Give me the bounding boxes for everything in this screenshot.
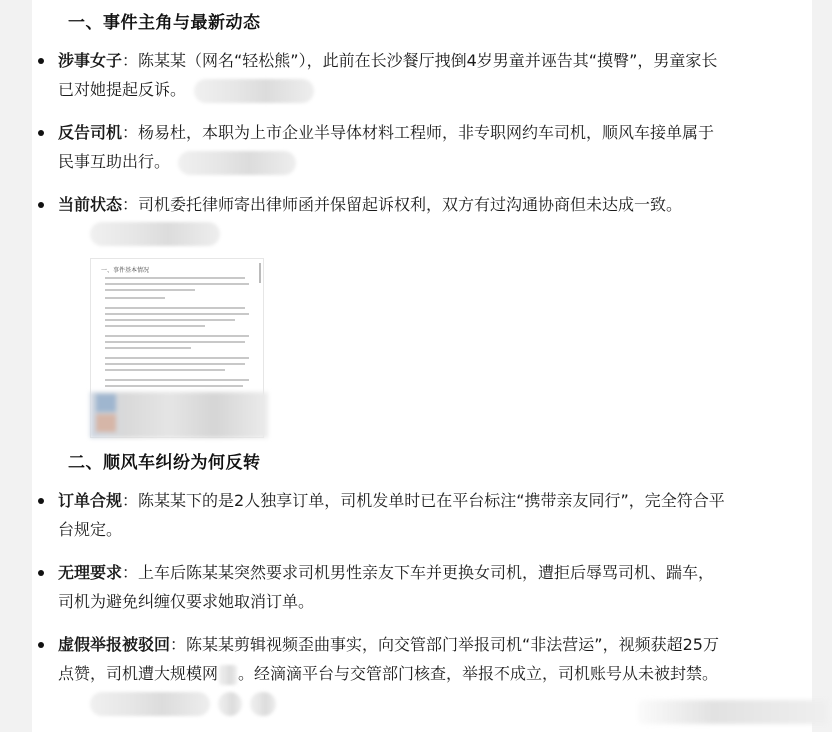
thumbnail-text-line bbox=[105, 369, 225, 371]
thumbnail-text-line bbox=[105, 335, 249, 337]
thumbnail-swatch bbox=[96, 414, 116, 432]
thumbnail-text-line bbox=[105, 347, 191, 349]
item-text-cont: 台规定。 bbox=[58, 520, 123, 539]
thumbnail-text-line bbox=[105, 313, 249, 315]
citation-row bbox=[90, 222, 220, 246]
bullet-icon bbox=[38, 202, 44, 208]
item-text-cont: 点赞，司机遭大规模网 bbox=[58, 664, 219, 683]
item-text: ：上车后陈某某突然要求司机男性亲友下车并更换女司机，遭拒后辱骂司机、踹车， bbox=[122, 563, 715, 582]
item-text: ：陈某某剪辑视频歪曲事实，向交管部门举报司机“非法营运”，视频获超25万 bbox=[170, 635, 719, 654]
item-term: 当前状态 bbox=[58, 195, 123, 214]
thumbnail-text-line bbox=[105, 341, 245, 343]
item-term: 虚假举报被驳回 bbox=[58, 635, 171, 654]
item-text-cont: 。经滴滴平台与交管部门核查，举报不成立，司机账号从未被封禁。 bbox=[238, 664, 719, 683]
bullet-icon bbox=[38, 642, 44, 648]
blurred-citation[interactable] bbox=[194, 79, 314, 103]
list-item bbox=[58, 118, 788, 176]
list-item bbox=[58, 46, 788, 104]
thumbnail-text-line bbox=[105, 325, 205, 327]
thumbnail-text-line bbox=[105, 319, 235, 321]
thumbnail-text-line bbox=[105, 307, 245, 309]
blurred-citation[interactable] bbox=[178, 151, 296, 175]
thumbnail-text-line bbox=[105, 283, 249, 285]
thumbnail-text-line bbox=[105, 385, 243, 387]
list-item bbox=[58, 486, 788, 544]
item-term: 涉事女子 bbox=[58, 51, 123, 70]
blurred-citation[interactable] bbox=[250, 692, 276, 716]
bullet-icon bbox=[38, 130, 44, 136]
item-term: 无理要求 bbox=[58, 563, 123, 582]
item-text: ：陈某某（网名“轻松熊”），此前在长沙餐厅拽倒4岁男童并诬告其“摸臀”，男童家长 bbox=[122, 51, 718, 70]
blurred-citation[interactable] bbox=[218, 692, 242, 716]
citation-row bbox=[90, 692, 276, 716]
item-term: 订单合规 bbox=[58, 491, 123, 510]
thumbnail-text-line bbox=[105, 297, 165, 299]
item-text-cont: 已对她提起反诉。 bbox=[58, 80, 187, 99]
item-text: ：杨易杜，本职为上市企业半导体材料工程师，非专职网约车司机，顺风车接单属于 bbox=[122, 123, 715, 142]
thumbnail-caption-blurred bbox=[90, 392, 268, 438]
thumbnail-text-line bbox=[105, 277, 245, 279]
page-margin bbox=[812, 0, 832, 732]
bullet-icon bbox=[38, 570, 44, 576]
item-text-cont: 民事互助出行。 bbox=[58, 152, 171, 171]
blurred-citation[interactable] bbox=[90, 692, 210, 716]
item-text: ：司机委托律师寄出律师函并保留起诉权利，双方有过沟通协商但未达成一致。 bbox=[122, 195, 683, 214]
thumbnail-swatch bbox=[96, 394, 116, 412]
section-heading-1: 一、事件主角与最新动态 bbox=[68, 13, 261, 33]
thumbnail-text-line bbox=[105, 363, 245, 365]
blurred-citation[interactable] bbox=[90, 222, 220, 246]
thumbnail-text-line bbox=[105, 379, 249, 381]
thumbnail-title: 一、事件基本情况 bbox=[101, 267, 150, 274]
list-item bbox=[58, 190, 788, 219]
list-item bbox=[58, 558, 788, 616]
thumbnail-text-line bbox=[105, 289, 195, 291]
blurred-watermark bbox=[638, 700, 828, 724]
thumbnail-text-line bbox=[105, 357, 249, 359]
bullet-icon bbox=[38, 498, 44, 504]
item-term: 反告司机 bbox=[58, 123, 123, 142]
blurred-word bbox=[219, 665, 237, 685]
thumbnail-scrollbar bbox=[259, 263, 261, 283]
list-item bbox=[58, 630, 788, 688]
item-text: ：陈某某下的是2人独享订单，司机发单时已在平台标注“携带亲友同行”，完全符合平 bbox=[122, 491, 725, 510]
bullet-icon bbox=[38, 58, 44, 64]
item-text-cont: 司机为避免纠缠仅要求她取消订单。 bbox=[58, 592, 315, 611]
section-heading-2: 二、顺风车纠纷为何反转 bbox=[68, 453, 261, 473]
